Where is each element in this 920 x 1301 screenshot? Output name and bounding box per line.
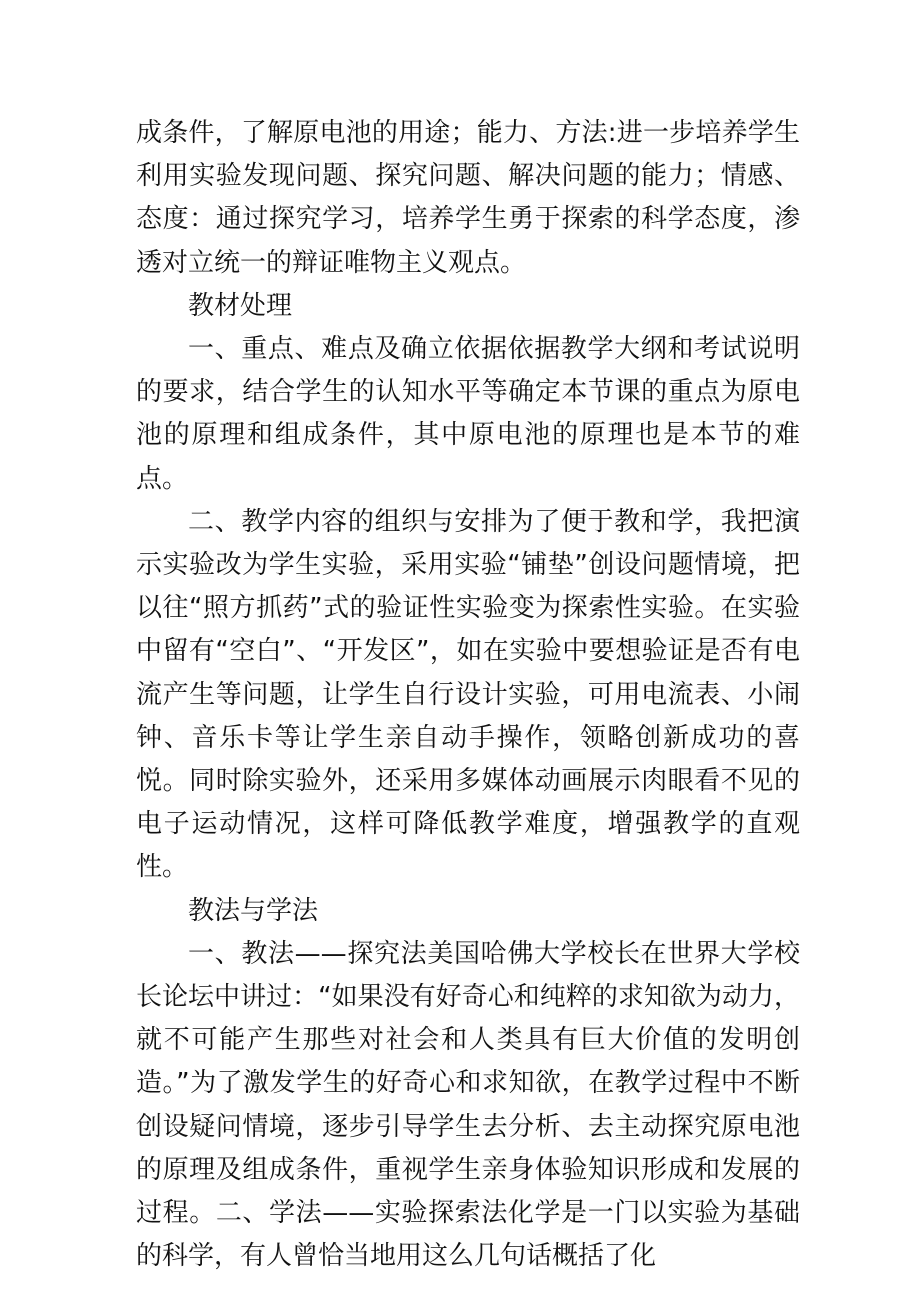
heading-textbook-handling: 教材处理 xyxy=(188,290,293,321)
paragraph-teaching-method: 一、教法——探究法美国哈佛大学校长在世界大学校长论坛中讲过：“如果没有好奇心和纯粹的求知欲为动力，就不可能产生那些对社会和人类具有巨大价值的发明创造。”为了激发学生的好奇心和求知欲，在教学过程中不断创设疑问情境，逐步引导学生去分析、去主动探究原电池的原理及组成条件，重视学生亲身体验知识形成和发展的过程。二、学法——实验探索法化学是一门以实验为基础的科学，有人曾恰当地用这么几句话概括了化 xyxy=(136,938,800,1272)
document-body xyxy=(136,112,800,1278)
paragraph-key-points: 一、重点、难点及确立依据依据教学大纲和考试说明的要求，结合学生的认知水平等确定本节课的重点为原电池的原理和组成条件，其中原电池的原理也是本节的难点。 xyxy=(136,334,800,494)
paragraph-objectives: 成条件，了解原电池的用途；能力、方法:进一步培养学生利用实验发现问题、探究问题、解决问题的能力；情感、态度：通过探究学习，培养学生勇于探索的科学态度，渗透对立统一的辩证唯物主义观点。 xyxy=(136,118,800,278)
heading-teaching-learning-methods: 教法与学法 xyxy=(188,895,319,926)
paragraph-content-organization: 二、教学内容的组织与安排为了便于教和学，我把演示实验改为学生实验，采用实验“铺垫”创设问题情境，把以往“照方抓药”式的验证性实验变为探索性实验。在实验中留有“空白”、“开发区”，如在实验中要想验证是否有电流产生等问题，让学生自行设计实验，可用电流表、小闹钟、音乐卡等让学生亲自动手操作，领略创新成功的喜悦。同时除实验外，还采用多媒体动画展示肉眼看不见的电子运动情况，这样可降低教学难度，增强教学的直观性。 xyxy=(136,506,800,883)
